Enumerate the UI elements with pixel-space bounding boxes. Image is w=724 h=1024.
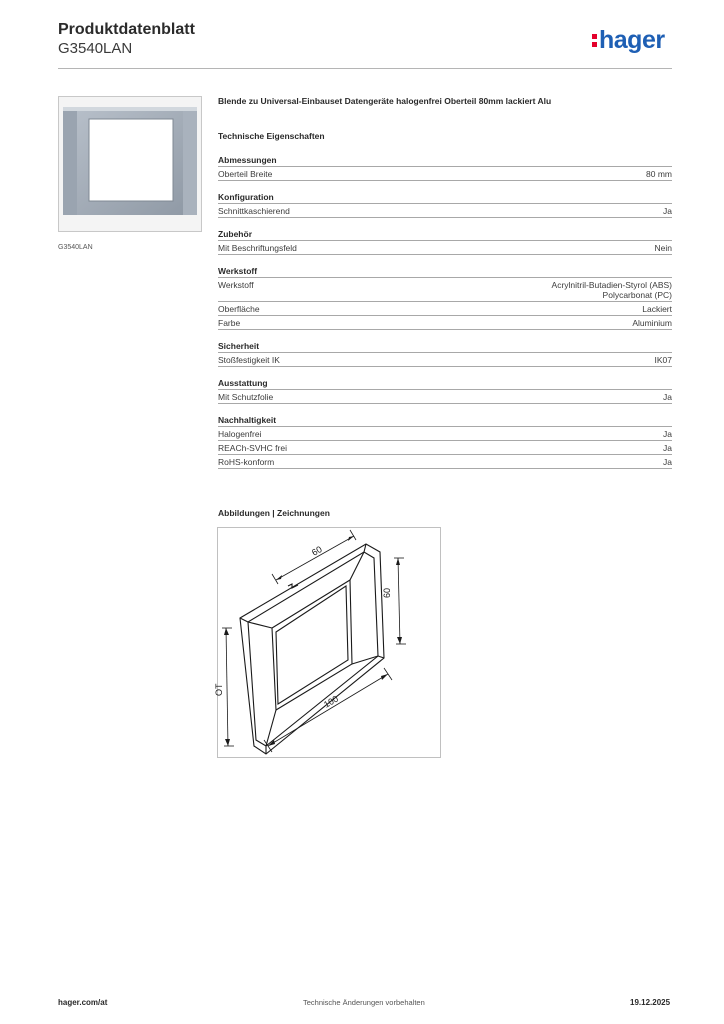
technical-drawing xyxy=(214,527,441,758)
dim-left-label: OT xyxy=(214,683,224,696)
property-value-line: Lackiert xyxy=(642,304,672,314)
section-title: Werkstoff xyxy=(218,263,672,278)
property-row xyxy=(218,390,672,404)
property-row xyxy=(218,441,672,455)
section-title: Sicherheit xyxy=(218,338,672,353)
property-value-line: Acrylnitril-Butadien-Styrol (ABS) xyxy=(551,280,672,290)
frame-drawing-icon xyxy=(214,528,440,757)
footer-website: hager.com/at xyxy=(58,998,108,1007)
property-value xyxy=(642,304,672,314)
property-label: Farbe xyxy=(218,318,241,328)
product-description: Blende zu Universal-Einbauset Datengeräte halogenfrei Oberteil 80mm lackiert Alu xyxy=(218,96,552,106)
property-row xyxy=(218,353,672,367)
section-title: Nachhaltigkeit xyxy=(218,412,672,427)
property-label: Oberteil Breite xyxy=(218,169,273,179)
tech-properties-heading: Technische Eigenschaften xyxy=(218,131,325,141)
product-image xyxy=(58,96,202,232)
property-value-line: IK07 xyxy=(654,355,672,365)
property-value-line: Ja xyxy=(663,429,672,439)
property-label: Schnittkaschierend xyxy=(218,206,290,216)
dim-bottom-label: 100 xyxy=(322,693,341,710)
document-title: Produktdatenblatt xyxy=(58,21,195,38)
property-value xyxy=(646,169,672,179)
property-value xyxy=(663,206,672,216)
property-row xyxy=(218,455,672,469)
property-value xyxy=(655,355,673,365)
logo-text: hager xyxy=(599,26,665,54)
property-value xyxy=(663,443,672,453)
property-value xyxy=(632,318,672,328)
dim-right-label: 60 xyxy=(382,587,392,598)
section-title: Abmessungen xyxy=(218,152,672,167)
property-section xyxy=(218,226,672,255)
properties-table xyxy=(218,152,672,477)
property-row xyxy=(218,427,672,441)
property-value-line: 80 mm xyxy=(646,169,672,179)
section-title: Zubehör xyxy=(218,226,672,241)
property-value-line: Aluminium xyxy=(632,318,672,328)
section-title: Ausstattung xyxy=(218,375,672,390)
property-row xyxy=(218,241,672,255)
footer-date: 19.12.2025 xyxy=(630,998,671,1007)
property-value-line: Ja xyxy=(663,392,672,402)
property-value-line: Ja xyxy=(663,206,672,216)
property-value-line: Ja xyxy=(663,457,672,467)
property-value xyxy=(655,243,672,253)
property-label: Mit Beschriftungsfeld xyxy=(218,243,297,253)
property-section xyxy=(218,189,672,218)
dim-top-label: 60 xyxy=(310,544,324,558)
property-value xyxy=(663,457,672,467)
frame-product-icon xyxy=(59,97,201,231)
property-value-line: Polycarbonat (PC) xyxy=(602,290,672,300)
property-row xyxy=(218,316,672,330)
property-row xyxy=(218,278,672,302)
property-section xyxy=(218,338,672,367)
hager-logo xyxy=(592,26,665,55)
property-label: Halogenfrei xyxy=(218,429,262,439)
property-section xyxy=(218,412,672,469)
property-label: RoHS-konform xyxy=(218,457,275,467)
property-row xyxy=(218,167,672,181)
property-value-line: Ja xyxy=(663,443,672,453)
property-value xyxy=(552,280,672,300)
property-label: Mit Schutzfolie xyxy=(218,392,274,402)
property-label: Stoßfestigkeit IK xyxy=(218,355,280,365)
figures-heading: Abbildungen | Zeichnungen xyxy=(218,508,330,518)
property-value-line: Nein xyxy=(654,243,672,253)
property-section xyxy=(218,152,672,181)
property-label: Oberfläche xyxy=(218,304,260,314)
header-divider xyxy=(58,68,672,69)
property-label: REACh-SVHC frei xyxy=(218,443,287,453)
photo-caption: G3540LAN xyxy=(58,244,93,251)
logo-dots-icon xyxy=(592,32,598,48)
property-section xyxy=(218,375,672,404)
property-value xyxy=(663,429,672,439)
section-title: Konfiguration xyxy=(218,189,672,204)
property-row xyxy=(218,302,672,316)
property-row xyxy=(218,204,672,218)
property-value xyxy=(663,392,672,402)
property-label: Werkstoff xyxy=(218,280,254,290)
property-section xyxy=(218,263,672,330)
product-code: G3540LAN xyxy=(58,40,133,57)
footer-notice: Technische Änderungen vorbehalten xyxy=(303,998,425,1007)
